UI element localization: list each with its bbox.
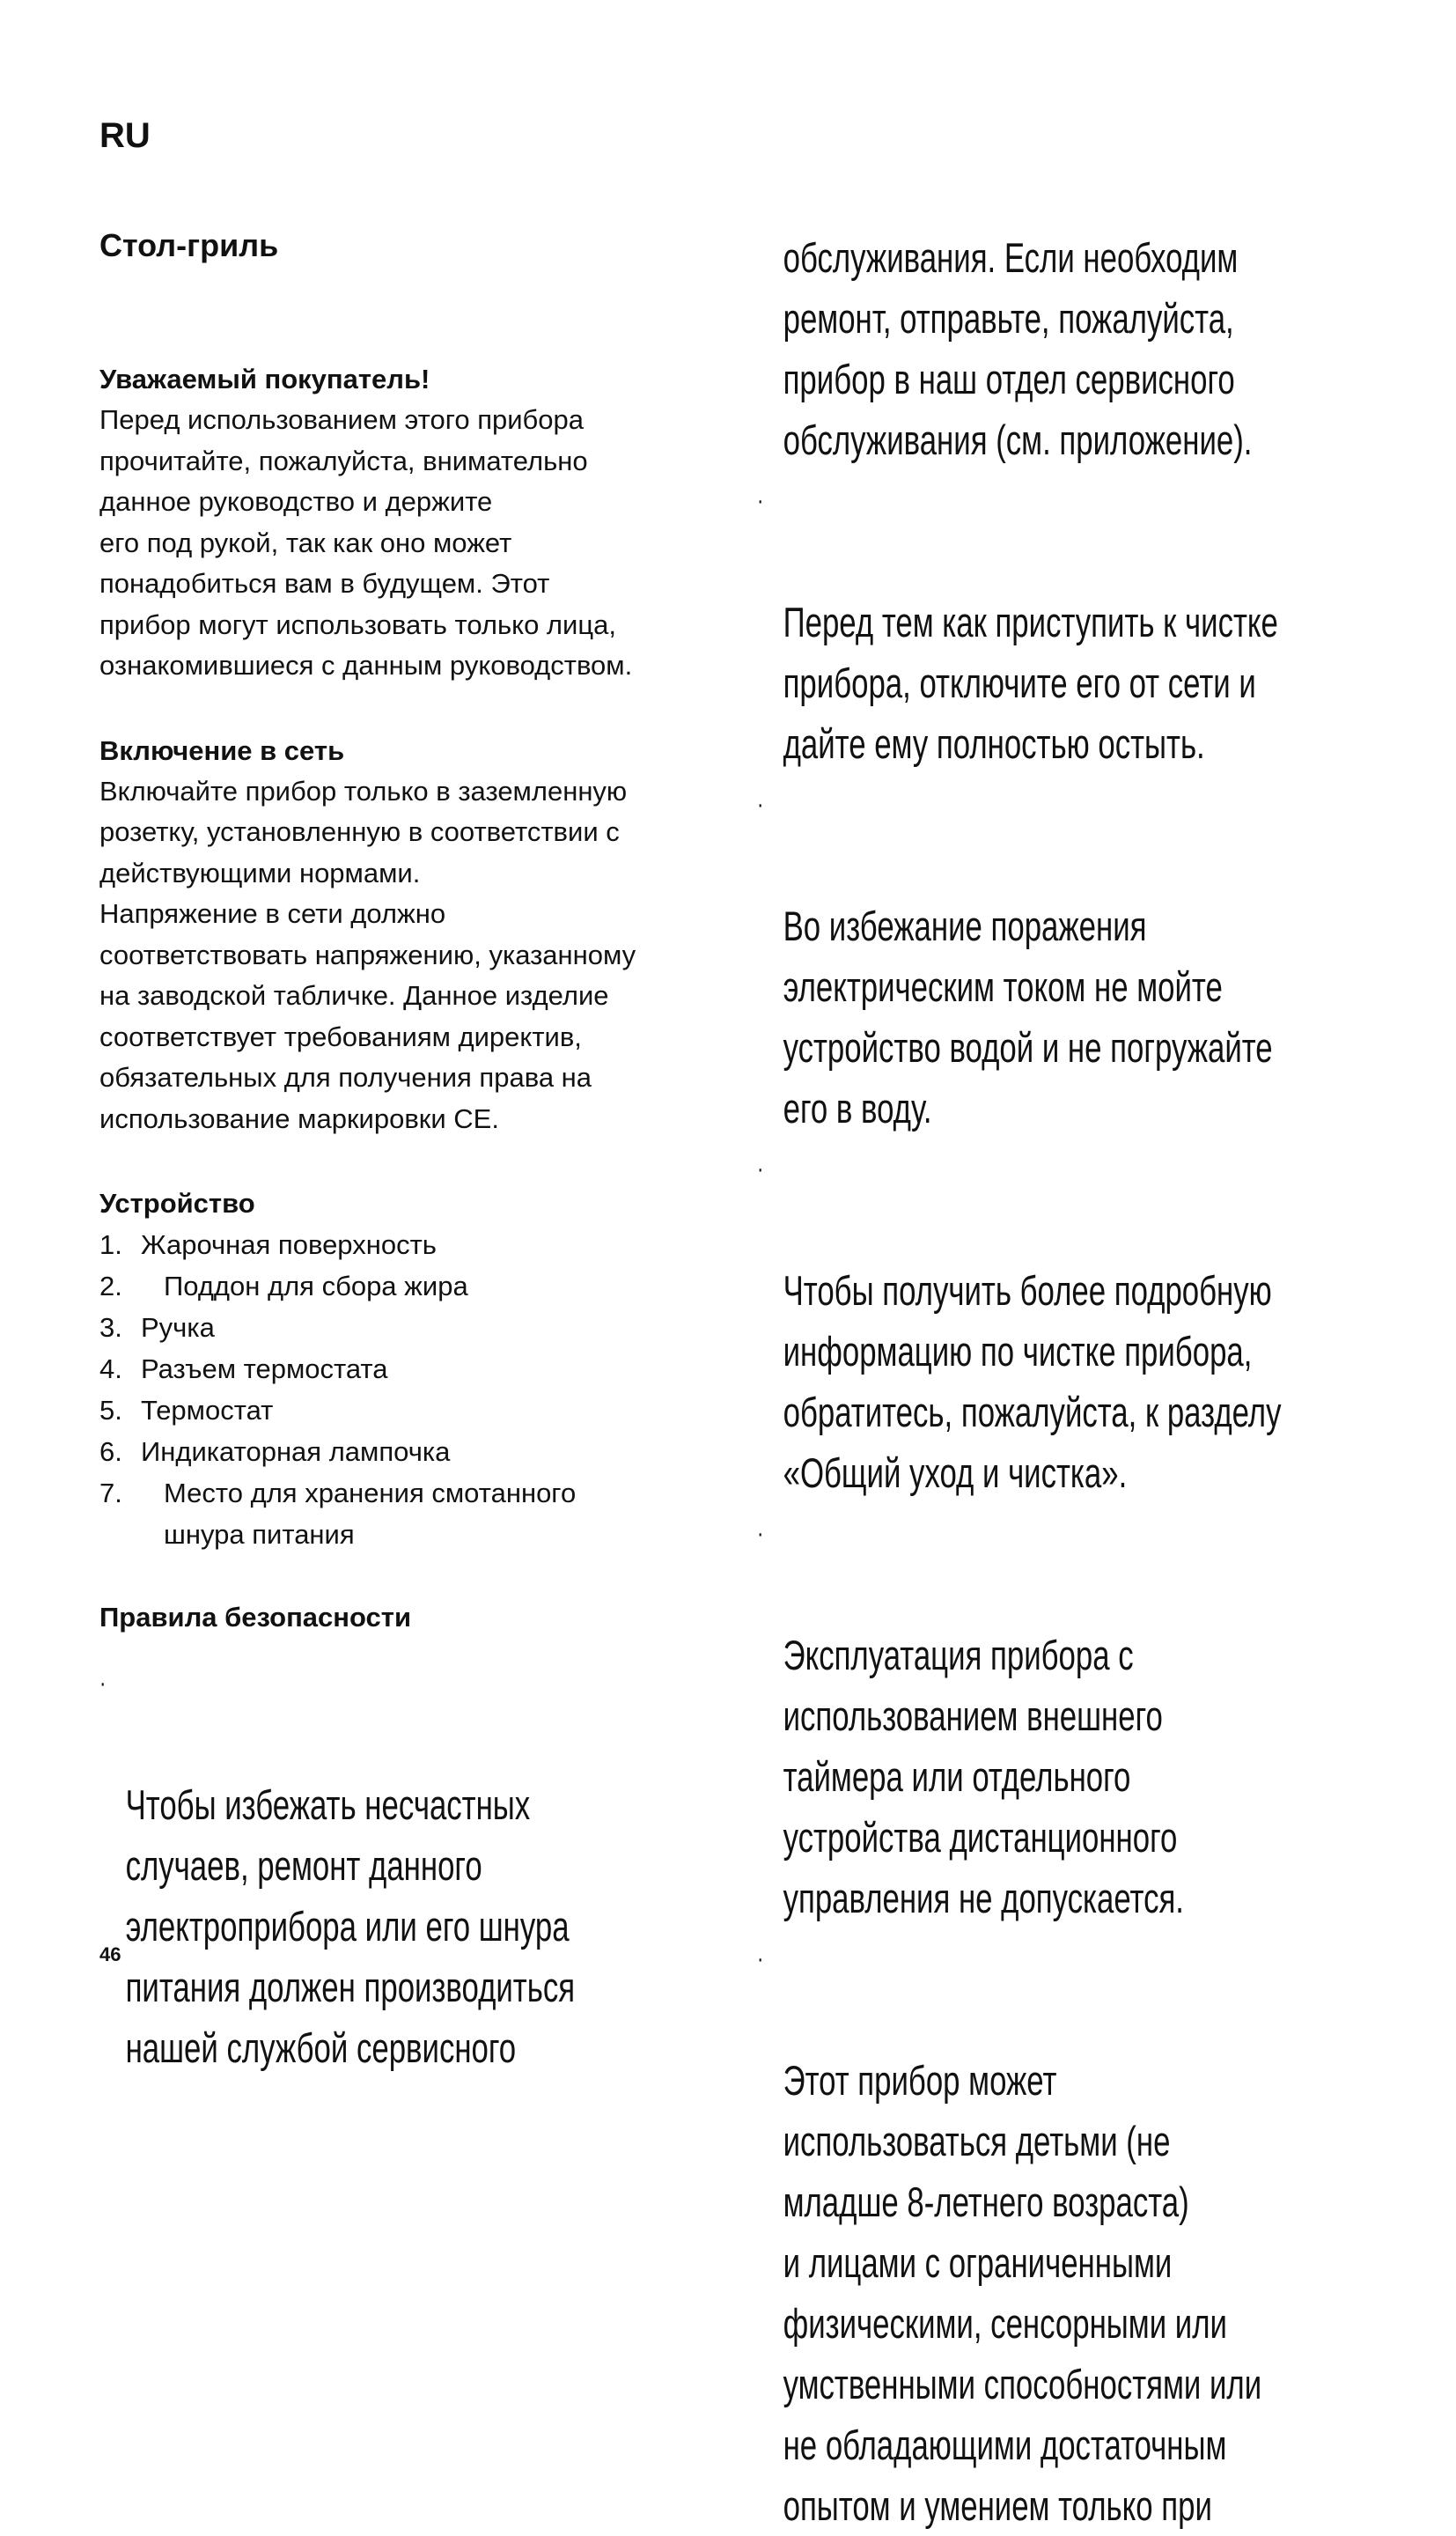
list-item: 7. Место для хранения смотанного шнура питания [99,1478,577,1550]
right-column [757,227,1408,2536]
device-parts-list [99,1224,716,1555]
bullet-icon: · [757,790,764,819]
list-item: 1. Жарочная поверхность [99,1229,437,1260]
list-item: 2. Поддон для сбора жира [99,1271,468,1301]
list-item: 4. Разъем термостата [99,1353,388,1384]
safety-text: Чтобы избежать несчастных случаев, ремонт данного электроприбора или его шнура питания должен производиться нашей службой сервисного [125,1781,576,2071]
safety-bullet-left [99,1653,751,2078]
intro-text: Перед использованием этого прибора прочитайте, пожалуйста, внимательно данное руководство и держите его под рукой, так как оно может понадобиться вам в будущем. Этот прибор могут использовать только лица, ознакомившиеся с данным руководством. [99,404,633,681]
safety-bullet: · Эксплуатация прибора с использованием внешнего таймера или отдельного устройства дистанционного управления не допускается. [757,1503,1408,1928]
page-number: 46 [99,1943,121,1965]
safety-bullet: · Перед тем как приступить к чистке прибора, отключите его от сети и дайте ему полностью остыть. [757,470,1408,774]
device-heading: Устройство [99,1188,255,1219]
bullet-icon: · [757,1944,764,1973]
power-text: Включайте прибор только в заземленную розетку, установленную в соответствии с действующими нормами. Напряжение в сети должно соответствовать напряжению, указанному на заводской табличке. Данное изделие соответствует требованиям директив, обязательных для получения права на использование маркировки CE. [99,775,636,1134]
list-item: 5. Термостат [99,1395,274,1426]
intro-heading: Уважаемый покупатель! [99,364,430,394]
safety-continuation: обслуживания. Если необходим ремонт, отправьте, пожалуйста, прибор в наш отдел сервисного обслуживания (см. приложение). [783,234,1253,463]
bullet-icon: · [757,1154,764,1183]
left-column [99,227,716,1638]
safety-heading: Правила безопасности [99,1602,412,1633]
safety-bullet: · Этот прибор может использоваться детьми (не младше 8-летнего возраста) и лицами с ограниченными физическими, сенсорными или умственными способностями или не обладающими достаточным опытом и умением только при [757,1928,1408,2536]
safety-bullet: · Чтобы получить более подробную информацию по чистке прибора, обратитесь, пожалуйста, к разделу «Общий уход и чистка». [757,1139,1408,1503]
power-heading: Включение в сеть [99,734,345,766]
language-code: RU [99,116,151,155]
bullet-icon: · [99,1669,107,1698]
page-title: Стол-гриль [99,227,279,263]
bullet-icon: · [757,486,764,515]
safety-bullet: · Во избежание поражения электрическим током не мойте устройство водой и не погружайте его в воду. [757,774,1408,1139]
list-item: 3. Ручка [99,1312,215,1343]
list-item: 6. Индикаторная лампочка [99,1436,451,1467]
bullet-icon: · [757,1519,764,1548]
